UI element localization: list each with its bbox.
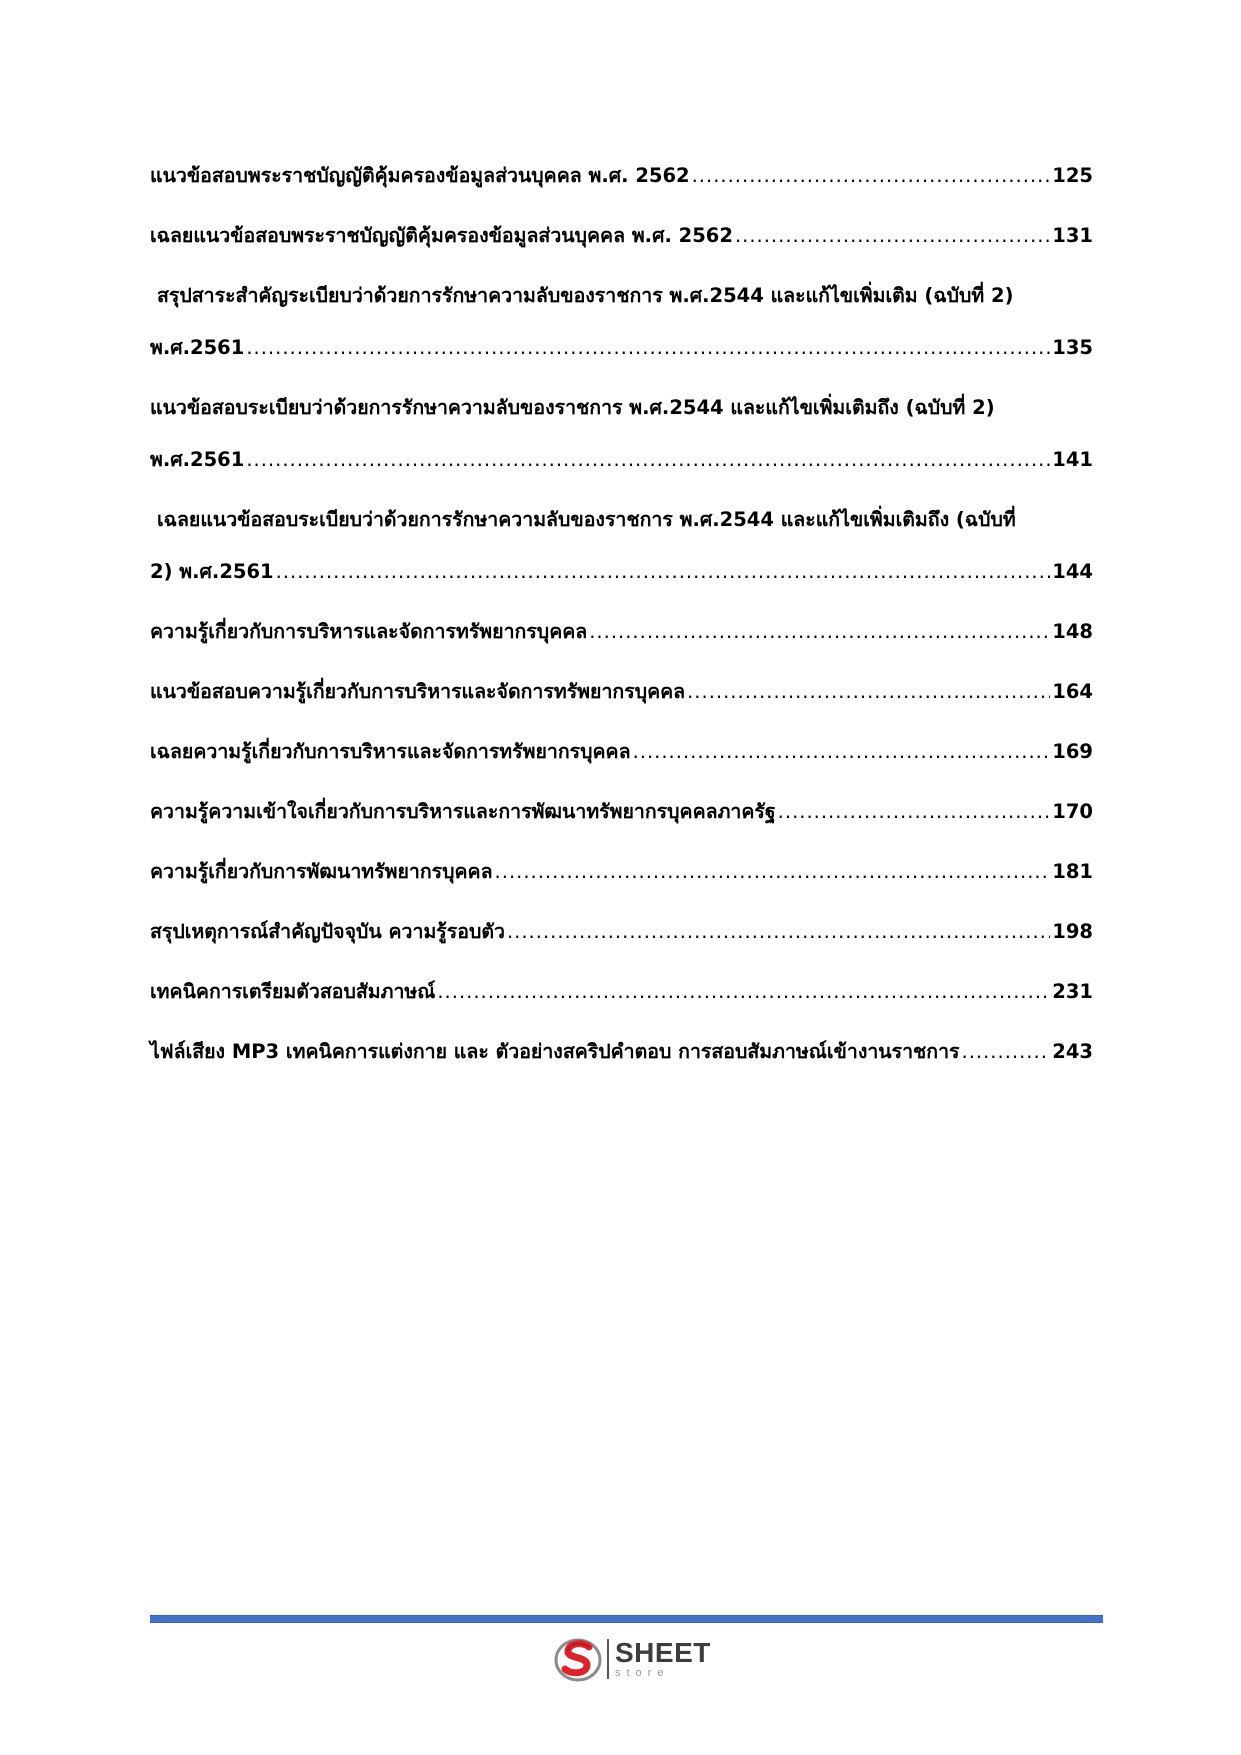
toc-entry[interactable] <box>150 906 1093 958</box>
toc-entry[interactable] <box>150 494 1093 598</box>
dot-leader <box>962 1026 1051 1078</box>
toc-entry-title: เทคนิคการเตรียมตัวสอบสัมภาษณ์ <box>150 980 436 1003</box>
toc-entry-title: ความรู้ความเข้าใจเกี่ยวกับการบริหารและการพัฒนาทรัพยากรบุคคลภาครัฐ <box>150 800 776 823</box>
logo-subword: store <box>615 1667 670 1679</box>
logo-separator <box>607 1639 609 1679</box>
toc-entry-title: ไฟล์เสียง MP3 เทคนิคการแต่งกาย และ ตัวอย่างสคริปคำตอบ การสอบสัมภาษณ์เข้างานราชการ <box>150 1040 960 1063</box>
toc-entry[interactable] <box>150 966 1093 1018</box>
toc-entry-page: 170 <box>1052 800 1093 823</box>
toc-entry[interactable] <box>150 846 1093 898</box>
toc-entry[interactable] <box>150 726 1093 778</box>
toc-entry-page: 135 <box>1052 336 1093 359</box>
dot-leader <box>687 666 1050 718</box>
toc-entry[interactable] <box>150 1026 1093 1078</box>
toc-entry-title: แนวข้อสอบความรู้เกี่ยวกับการบริหารและจัดการทรัพยากรบุคคล <box>150 680 686 703</box>
dot-leader <box>246 434 1050 486</box>
toc-entry-title-line1: สรุปสาระสำคัญระเบียบว่าด้วยการรักษาความลับของราชการ พ.ศ.2544 และแก้ไขเพิ่มเติม (ฉบับที่ 2) <box>157 284 1014 307</box>
dot-leader <box>692 150 1051 202</box>
toc-entry-page: 243 <box>1052 1040 1093 1063</box>
toc-entry[interactable] <box>150 382 1093 486</box>
toc-entry[interactable] <box>150 606 1093 658</box>
table-of-contents <box>150 150 1093 1086</box>
toc-entry-title: แนวข้อสอบพระราชบัญญัติคุ้มครองข้อมูลส่วนบุคคล พ.ศ. 2562 <box>150 164 690 187</box>
dot-leader <box>507 906 1050 958</box>
toc-entry-page: 148 <box>1052 620 1093 643</box>
toc-entry-title: ความรู้เกี่ยวกับการพัฒนาทรัพยากรบุคคล <box>150 860 493 883</box>
toc-entry[interactable] <box>150 270 1093 374</box>
toc-entry-title-line2: 2) พ.ศ.2561 <box>150 560 274 583</box>
dot-leader <box>735 210 1050 262</box>
toc-entry-title-line2: พ.ศ.2561 <box>150 448 245 471</box>
toc-entry-title: สรุปเหตุการณ์สำคัญปัจจุบัน ความรู้รอบตัว <box>150 920 505 943</box>
footer-rule <box>150 1615 1103 1623</box>
logo-text <box>615 1639 711 1679</box>
toc-entry-page: 164 <box>1052 680 1093 703</box>
toc-entry-title-line1: เฉลยแนวข้อสอบระเบียบว่าด้วยการรักษาความลับของราชการ พ.ศ.2544 และแก้ไขเพิ่มเติมถึง (ฉบับที่ <box>157 508 1016 531</box>
toc-entry-page: 125 <box>1052 164 1093 187</box>
dot-leader <box>633 726 1051 778</box>
toc-entry-page: 231 <box>1052 980 1093 1003</box>
toc-entry-page: 144 <box>1052 560 1093 583</box>
dot-leader <box>589 606 1050 658</box>
dot-leader <box>246 322 1050 374</box>
dot-leader <box>495 846 1051 898</box>
dot-leader <box>778 786 1051 838</box>
dot-leader <box>276 546 1051 598</box>
toc-entry[interactable] <box>150 786 1093 838</box>
toc-entry-title: เฉลยแนวข้อสอบพระราชบัญญัติคุ้มครองข้อมูลส่วนบุคคล พ.ศ. 2562 <box>150 224 733 247</box>
toc-entry-title: ความรู้เกี่ยวกับการบริหารและจัดการทรัพยากรบุคคล <box>150 620 588 643</box>
toc-entry-title-line2: พ.ศ.2561 <box>150 336 245 359</box>
toc-entry-page: 131 <box>1052 224 1093 247</box>
toc-entry-title-line1: แนวข้อสอบระเบียบว่าด้วยการรักษาความลับของราชการ พ.ศ.2544 และแก้ไขเพิ่มเติมถึง (ฉบับที่ 2) <box>150 396 995 419</box>
toc-entry-page: 181 <box>1052 860 1093 883</box>
toc-entry-page: 169 <box>1052 740 1093 763</box>
toc-entry[interactable] <box>150 210 1093 262</box>
sheet-store-logo-icon <box>553 1634 603 1684</box>
toc-entry-page: 141 <box>1052 448 1093 471</box>
toc-entry[interactable] <box>150 666 1093 718</box>
sheet-store-logo <box>553 1632 711 1686</box>
dot-leader <box>437 966 1050 1018</box>
toc-entry[interactable] <box>150 150 1093 202</box>
logo-word: SHEET <box>615 1637 711 1668</box>
toc-entry-page: 198 <box>1052 920 1093 943</box>
toc-entry-title: เฉลยความรู้เกี่ยวกับการบริหารและจัดการทรัพยากรบุคคล <box>150 740 631 763</box>
